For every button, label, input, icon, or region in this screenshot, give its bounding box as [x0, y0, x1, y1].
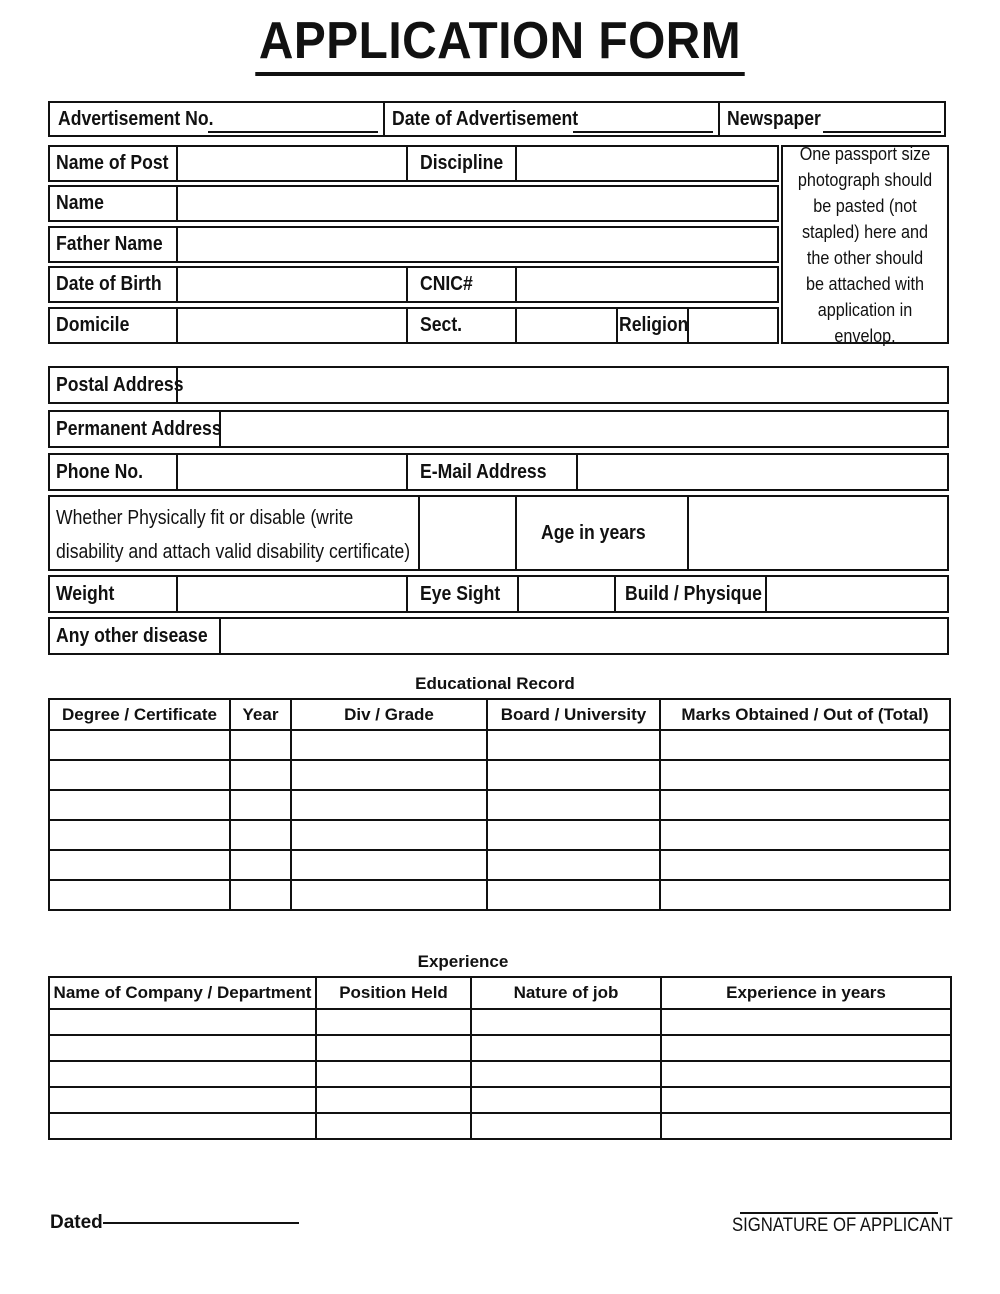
age-in-years-field[interactable] [689, 497, 947, 569]
table-cell[interactable] [471, 1035, 661, 1061]
table-cell[interactable] [230, 790, 291, 820]
domicile-field[interactable] [178, 309, 404, 342]
table-cell[interactable] [660, 790, 950, 820]
education-col-header: Marks Obtained / Out of (Total) [660, 699, 950, 730]
educational-record-table [48, 698, 951, 911]
table-cell[interactable] [660, 730, 950, 760]
photo-box[interactable] [781, 145, 949, 344]
table-cell[interactable] [487, 760, 660, 790]
name-row [48, 185, 779, 222]
table-cell[interactable] [660, 820, 950, 850]
table-cell[interactable] [49, 1035, 316, 1061]
photo-instructions: One passport size photograph should be pasted (not stapled) here and the other should be attached with application in envelop. [797, 143, 933, 346]
education-col-header: Board / University [487, 699, 660, 730]
any-other-disease-field[interactable] [221, 619, 947, 653]
form-title: APPLICATION FORM [40, 10, 960, 76]
permanent-address-row [48, 410, 949, 448]
physically-fit-label-line2: disability and attach valid disability certificate) [56, 541, 411, 563]
table-cell[interactable] [230, 880, 291, 910]
table-cell[interactable] [487, 850, 660, 880]
table-row [49, 790, 950, 820]
table-cell[interactable] [660, 760, 950, 790]
table-cell[interactable] [316, 1061, 471, 1087]
divider [515, 497, 517, 569]
table-row [49, 820, 950, 850]
religion-field[interactable] [689, 309, 777, 342]
experience-col-header: Experience in years [661, 977, 951, 1009]
table-cell[interactable] [49, 1061, 316, 1087]
table-cell[interactable] [661, 1087, 951, 1113]
table-cell[interactable] [661, 1009, 951, 1035]
signature-line[interactable] [740, 1212, 938, 1214]
newspaper-field[interactable] [823, 131, 941, 133]
experience-header-row [49, 977, 951, 1009]
table-cell[interactable] [230, 850, 291, 880]
email-address-label: E-Mail Address [420, 460, 547, 483]
build-physique-label: Build / Physique [625, 582, 762, 605]
date-of-birth-field[interactable] [178, 268, 404, 301]
postal-address-row [48, 366, 949, 404]
table-cell[interactable] [291, 820, 487, 850]
table-cell[interactable] [49, 820, 230, 850]
table-cell[interactable] [316, 1087, 471, 1113]
cnic-field[interactable] [517, 268, 777, 301]
table-cell[interactable] [49, 730, 230, 760]
table-cell[interactable] [661, 1035, 951, 1061]
table-cell[interactable] [291, 760, 487, 790]
table-cell[interactable] [49, 850, 230, 880]
domicile-label: Domicile [56, 314, 130, 336]
divider [614, 577, 616, 611]
table-cell[interactable] [471, 1087, 661, 1113]
table-cell[interactable] [49, 760, 230, 790]
name-field[interactable] [178, 187, 777, 220]
table-cell[interactable] [49, 790, 230, 820]
postal-address-field[interactable] [178, 368, 947, 402]
table-cell[interactable] [660, 880, 950, 910]
name-of-post-row [48, 145, 779, 182]
weight-row [48, 575, 949, 613]
email-address-field[interactable] [578, 455, 947, 489]
advertisement-no-field[interactable] [208, 131, 378, 133]
experience-table [48, 976, 952, 1140]
build-physique-field[interactable] [767, 577, 947, 611]
experience-col-header: Name of Company / Department [49, 977, 316, 1009]
physically-fit-label [56, 501, 411, 569]
table-cell[interactable] [471, 1061, 661, 1087]
date-of-advertisement-label: Date of Advertisement [392, 107, 579, 130]
table-cell[interactable] [471, 1113, 661, 1139]
divider [406, 577, 408, 611]
table-cell[interactable] [316, 1035, 471, 1061]
table-cell[interactable] [487, 730, 660, 760]
weight-label: Weight [56, 582, 115, 605]
signature-label: SIGNATURE OF APPLICANT [732, 1215, 953, 1236]
domicile-row [48, 307, 779, 344]
postal-address-label: Postal Address [56, 373, 184, 396]
table-cell[interactable] [49, 1009, 316, 1035]
divider [718, 103, 720, 135]
permanent-address-field[interactable] [221, 412, 947, 446]
table-row [49, 1035, 951, 1061]
name-of-post-field[interactable] [178, 147, 404, 180]
table-cell[interactable] [230, 730, 291, 760]
eye-sight-label: Eye Sight [420, 582, 501, 605]
table-row [49, 880, 950, 910]
date-of-advertisement-field[interactable] [573, 131, 713, 133]
name-label: Name [56, 192, 104, 214]
table-cell[interactable] [49, 1113, 316, 1139]
divider [406, 147, 408, 180]
newspaper-label: Newspaper [727, 107, 821, 130]
phone-email-row [48, 453, 949, 491]
discipline-label: Discipline [420, 152, 504, 174]
table-row [49, 1009, 951, 1035]
discipline-field[interactable] [517, 147, 777, 180]
dated-field[interactable] [103, 1222, 299, 1224]
sect-field[interactable] [517, 309, 615, 342]
table-row [49, 760, 950, 790]
table-cell[interactable] [487, 790, 660, 820]
education-col-header: Year [230, 699, 291, 730]
other-disease-row [48, 617, 949, 655]
table-row [49, 1087, 951, 1113]
divider [616, 309, 618, 342]
table-cell[interactable] [291, 850, 487, 880]
table-row [49, 730, 950, 760]
sect-label: Sect. [420, 314, 463, 336]
table-cell[interactable] [230, 820, 291, 850]
table-row [49, 1061, 951, 1087]
advertisement-row [48, 101, 946, 137]
divider [406, 455, 408, 489]
physically-fit-label-line1: Whether Physically fit or disable (write [56, 507, 354, 529]
physically-fit-field[interactable] [420, 497, 514, 569]
father-name-field[interactable] [178, 228, 777, 261]
cnic-label: CNIC# [420, 273, 473, 295]
educational-record-heading: Educational Record [415, 674, 575, 693]
experience-col-header: Position Held [316, 977, 471, 1009]
divider [406, 268, 408, 301]
experience-heading: Experience [417, 952, 509, 971]
education-col-header: Degree / Certificate [49, 699, 230, 730]
table-cell[interactable] [291, 790, 487, 820]
table-row [49, 850, 950, 880]
education-col-header: Div / Grade [291, 699, 487, 730]
table-cell[interactable] [316, 1009, 471, 1035]
phone-no-field[interactable] [178, 455, 404, 489]
table-cell[interactable] [230, 760, 291, 790]
table-cell[interactable] [660, 850, 950, 880]
table-row [49, 1113, 951, 1139]
father-name-label: Father Name [56, 233, 163, 255]
father-name-row [48, 226, 779, 263]
divider [383, 103, 385, 135]
phone-no-label: Phone No. [56, 460, 144, 483]
physical-fitness-row [48, 495, 949, 571]
permanent-address-label: Permanent Address [56, 417, 222, 440]
table-cell[interactable] [487, 820, 660, 850]
experience-col-header: Nature of job [471, 977, 661, 1009]
table-cell[interactable] [49, 1087, 316, 1113]
table-cell[interactable] [661, 1113, 951, 1139]
dated-label: Dated [50, 1212, 103, 1233]
table-cell[interactable] [316, 1113, 471, 1139]
date-of-birth-label: Date of Birth [56, 273, 162, 295]
religion-label: Religion [619, 314, 689, 336]
table-cell[interactable] [471, 1009, 661, 1035]
eye-sight-field[interactable] [519, 577, 613, 611]
weight-field[interactable] [178, 577, 404, 611]
table-cell[interactable] [291, 730, 487, 760]
divider [406, 309, 408, 342]
table-cell[interactable] [661, 1061, 951, 1087]
education-header-row [49, 699, 950, 730]
any-other-disease-label: Any other disease [56, 624, 208, 647]
table-cell[interactable] [291, 880, 487, 910]
advertisement-no-label: Advertisement No. [58, 107, 214, 130]
table-cell[interactable] [49, 880, 230, 910]
table-cell[interactable] [487, 880, 660, 910]
age-in-years-label: Age in years [541, 521, 646, 544]
name-of-post-label: Name of Post [56, 152, 169, 174]
date-of-birth-row [48, 266, 779, 303]
